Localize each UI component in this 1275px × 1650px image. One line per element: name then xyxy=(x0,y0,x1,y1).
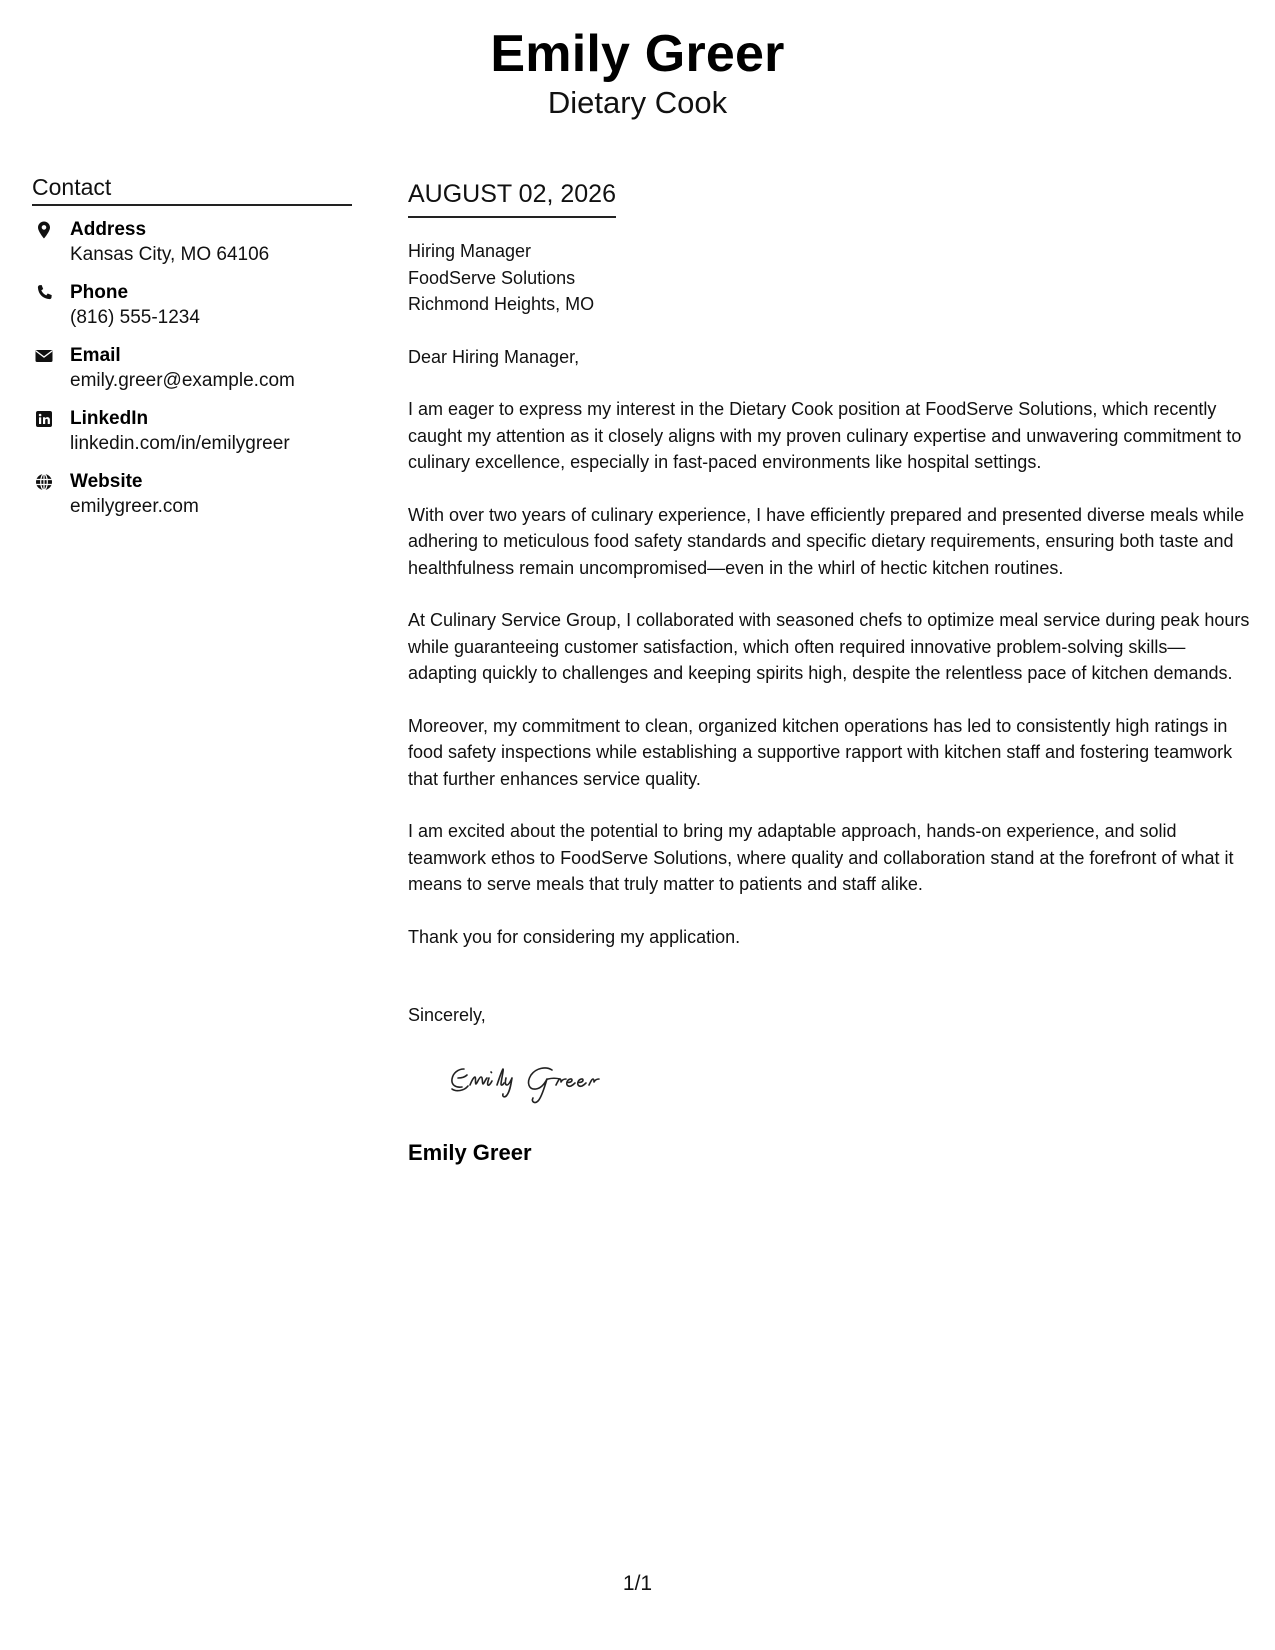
body-paragraph: Moreover, my commitment to clean, organized kitchen operations has led to consistently high ratings in food safety inspections while establishing a supportive rapport with kitchen staff and fostering teamwork that further enhances service quality. xyxy=(408,715,1233,789)
phone-icon xyxy=(34,283,54,303)
contact-value: emily.greer@example.com xyxy=(70,370,295,391)
body-paragraph: At Culinary Service Group, I collaborated with seasoned chefs to optimize meal service during peak hours while guaranteeing customer satisfaction, which often required innovative problem-solving skills—adapting quickly to challenges and keeping spirits high, despite the relentless pace of kitchen demands. xyxy=(408,610,1250,683)
body-paragraph: I am excited about the potential to bring my adaptable approach, hands-on experience, and solid teamwork ethos to FoodServe Solutions, where quality and collaboration stand at the forefront of what it means to serve meals that truly matter to patients and staff alike. xyxy=(408,821,1234,894)
contact-label: Address xyxy=(70,219,147,240)
applicant-title: Dietary Cook xyxy=(547,85,728,120)
contact-value: Kansas City, MO 64106 xyxy=(70,244,270,265)
recipient-block xyxy=(408,238,1253,318)
contact-heading: Contact xyxy=(32,172,352,206)
envelope-icon xyxy=(34,346,54,366)
letter-body xyxy=(408,178,1253,1167)
contact-item-linkedin xyxy=(32,407,352,470)
salutation: Dear Hiring Manager, xyxy=(408,346,580,367)
contact-item-website xyxy=(32,470,352,533)
contact-label: Website xyxy=(70,471,143,492)
globe-icon xyxy=(34,472,54,492)
signer-name: Emily Greer xyxy=(408,1139,532,1165)
contact-label: LinkedIn xyxy=(70,408,149,429)
linkedin-icon xyxy=(34,409,54,429)
contact-sidebar xyxy=(32,172,352,533)
recipient-line: FoodServe Solutions xyxy=(408,267,576,288)
page-number: 1/1 xyxy=(622,1572,653,1595)
contact-value: (816) 555-1234 xyxy=(70,307,200,328)
applicant-name: Emily Greer xyxy=(490,25,785,83)
map-pin-icon xyxy=(34,220,54,240)
body-paragraph: Thank you for considering my application. xyxy=(408,926,741,947)
recipient-line: Richmond Heights, MO xyxy=(408,294,595,314)
body-paragraph: With over two years of culinary experience, I have efficiently prepared and presented diverse meals while adhering to meticulous food safety standards and specific dietary requirements, ensuring both taste and healthfulness remain uncompromised—even in the whirl of hectic kitchen routines. xyxy=(408,504,1245,578)
recipient-line: Hiring Manager xyxy=(408,241,532,261)
contact-value: linkedin.com/in/emilygreer xyxy=(70,433,290,454)
contact-item-email xyxy=(32,344,352,407)
closing: Sincerely, xyxy=(408,1005,486,1025)
contact-list xyxy=(32,218,352,533)
contact-item-phone xyxy=(32,281,352,344)
handwritten-signature xyxy=(444,1055,644,1107)
letter-date: AUGUST 02, 2026 xyxy=(408,178,616,218)
contact-label: Phone xyxy=(70,282,129,303)
body-paragraph: I am eager to express my interest in the Dietary Cook position at FoodServe Solutions, which recently caught my attention as it closely aligns with my proven culinary expertise and unwavering commitment to culinary excellence, especially in fast-paced environments like hospital settings. xyxy=(408,399,1242,472)
contact-item-address xyxy=(32,218,352,281)
contact-value: emilygreer.com xyxy=(70,496,199,517)
contact-label: Email xyxy=(70,345,121,366)
letter-header xyxy=(0,22,1275,122)
